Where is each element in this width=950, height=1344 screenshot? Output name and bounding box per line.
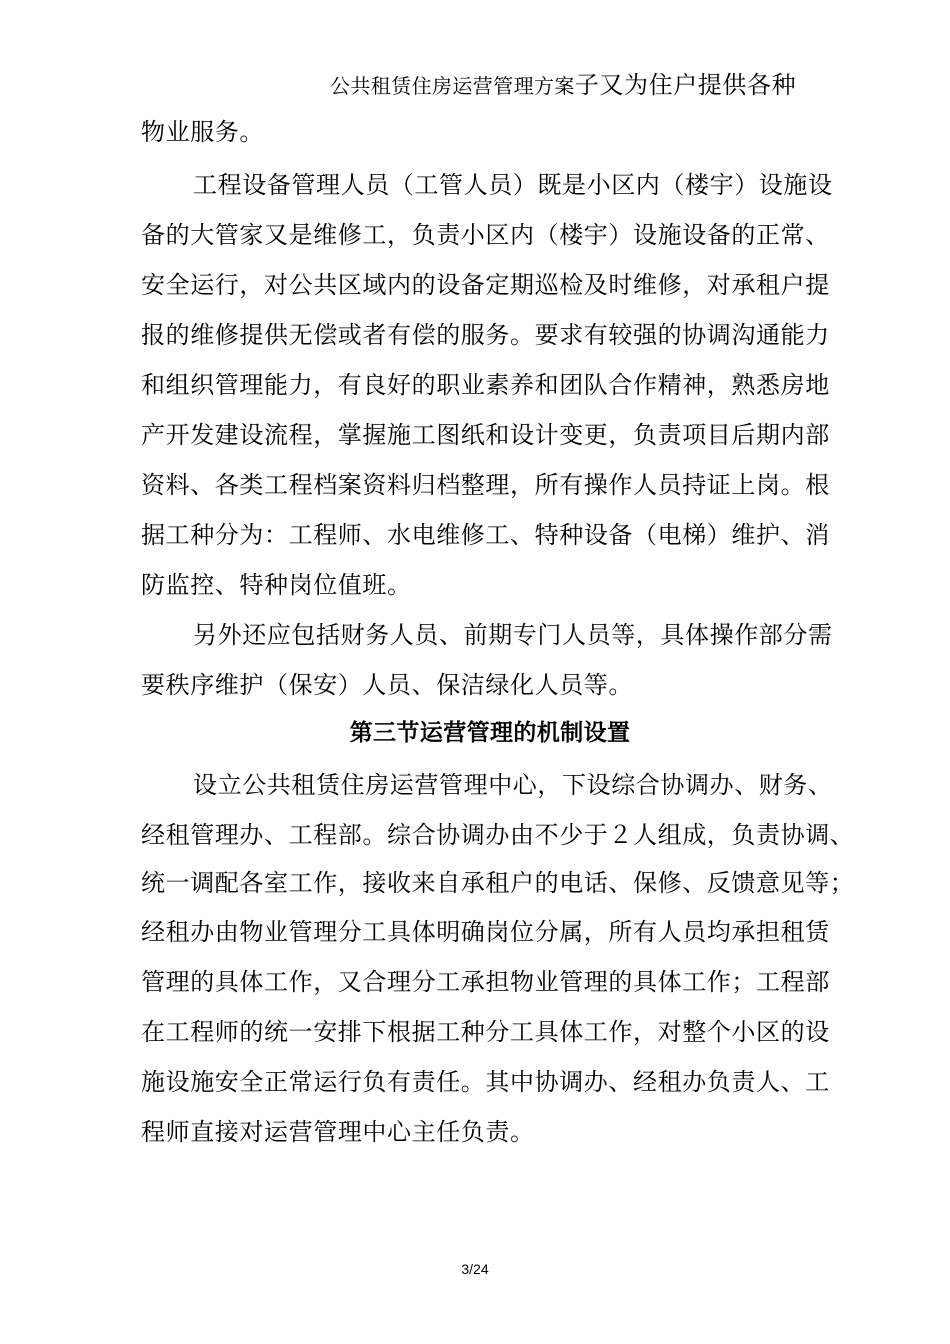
page-number: 3/24: [461, 1261, 489, 1277]
body-line: 产开发建设流程，掌握施工图纸和设计变更，负责项目后期内部: [141, 421, 830, 449]
section-line: 施设施安全正常运行负有责任。其中协调办、经租办负责人、工: [141, 1068, 830, 1096]
body-line: 报的维修提供无偿或者有偿的服务。要求有较强的协调沟通能力: [141, 321, 830, 349]
section-line: 程师直接对运营管理中心主任负责。: [141, 1118, 535, 1146]
body-line: 资料、各类工程档案资料归档整理，所有操作人员持证上岗。根: [141, 471, 830, 499]
body-line: 物业服务。: [141, 118, 264, 146]
header-document-title: 公共租赁住房运营管理方案: [330, 74, 575, 98]
section-heading: 第三节运营管理的机制设置: [349, 720, 631, 746]
section-line: 管理的具体工作，又合理分工承担物业管理的具体工作；工程部: [141, 968, 830, 996]
section-line: 设立公共租赁住房运营管理中心，下设综合协调办、财务、: [193, 771, 833, 799]
body-line: 据工种分为：工程师、水电维修工、特种设备（电梯）维护、消: [141, 521, 830, 549]
section-line: 经租管理办、工程部。综合协调办由不少于２人组成，负责协调、: [141, 821, 855, 849]
body-line: 另外还应包括财务人员、前期专门人员等，具体操作部分需: [193, 621, 833, 649]
body-line: 防监控、特种岗位值班。: [141, 571, 412, 599]
body-line: 要秩序维护（保安）人员、保洁绿化人员等。: [141, 671, 633, 699]
section-line: 经租办由物业管理分工具体明确岗位分属，所有人员均承担租赁: [141, 918, 830, 946]
body-line: 工程设备管理人员（工管人员）既是小区内（楼宇）设施设: [193, 171, 833, 199]
section-line: 在工程师的统一安排下根据工种分工具体工作，对整个小区的设: [141, 1018, 830, 1046]
header-continuation-text: 子又为住户提供各种: [574, 71, 797, 99]
running-header: [330, 70, 796, 103]
body-line: 备的大管家又是维修工，负责小区内（楼宇）设施设备的正常、: [141, 221, 830, 249]
section-line: 统一调配各室工作，接收来自承租户的电话、保修、反馈意见等；: [141, 869, 855, 897]
body-line: 安全运行，对公共区域内的设备定期巡检及时维修，对承租户提: [141, 271, 830, 299]
body-line: 和组织管理能力，有良好的职业素养和团队合作精神，熟悉房地: [141, 371, 830, 399]
